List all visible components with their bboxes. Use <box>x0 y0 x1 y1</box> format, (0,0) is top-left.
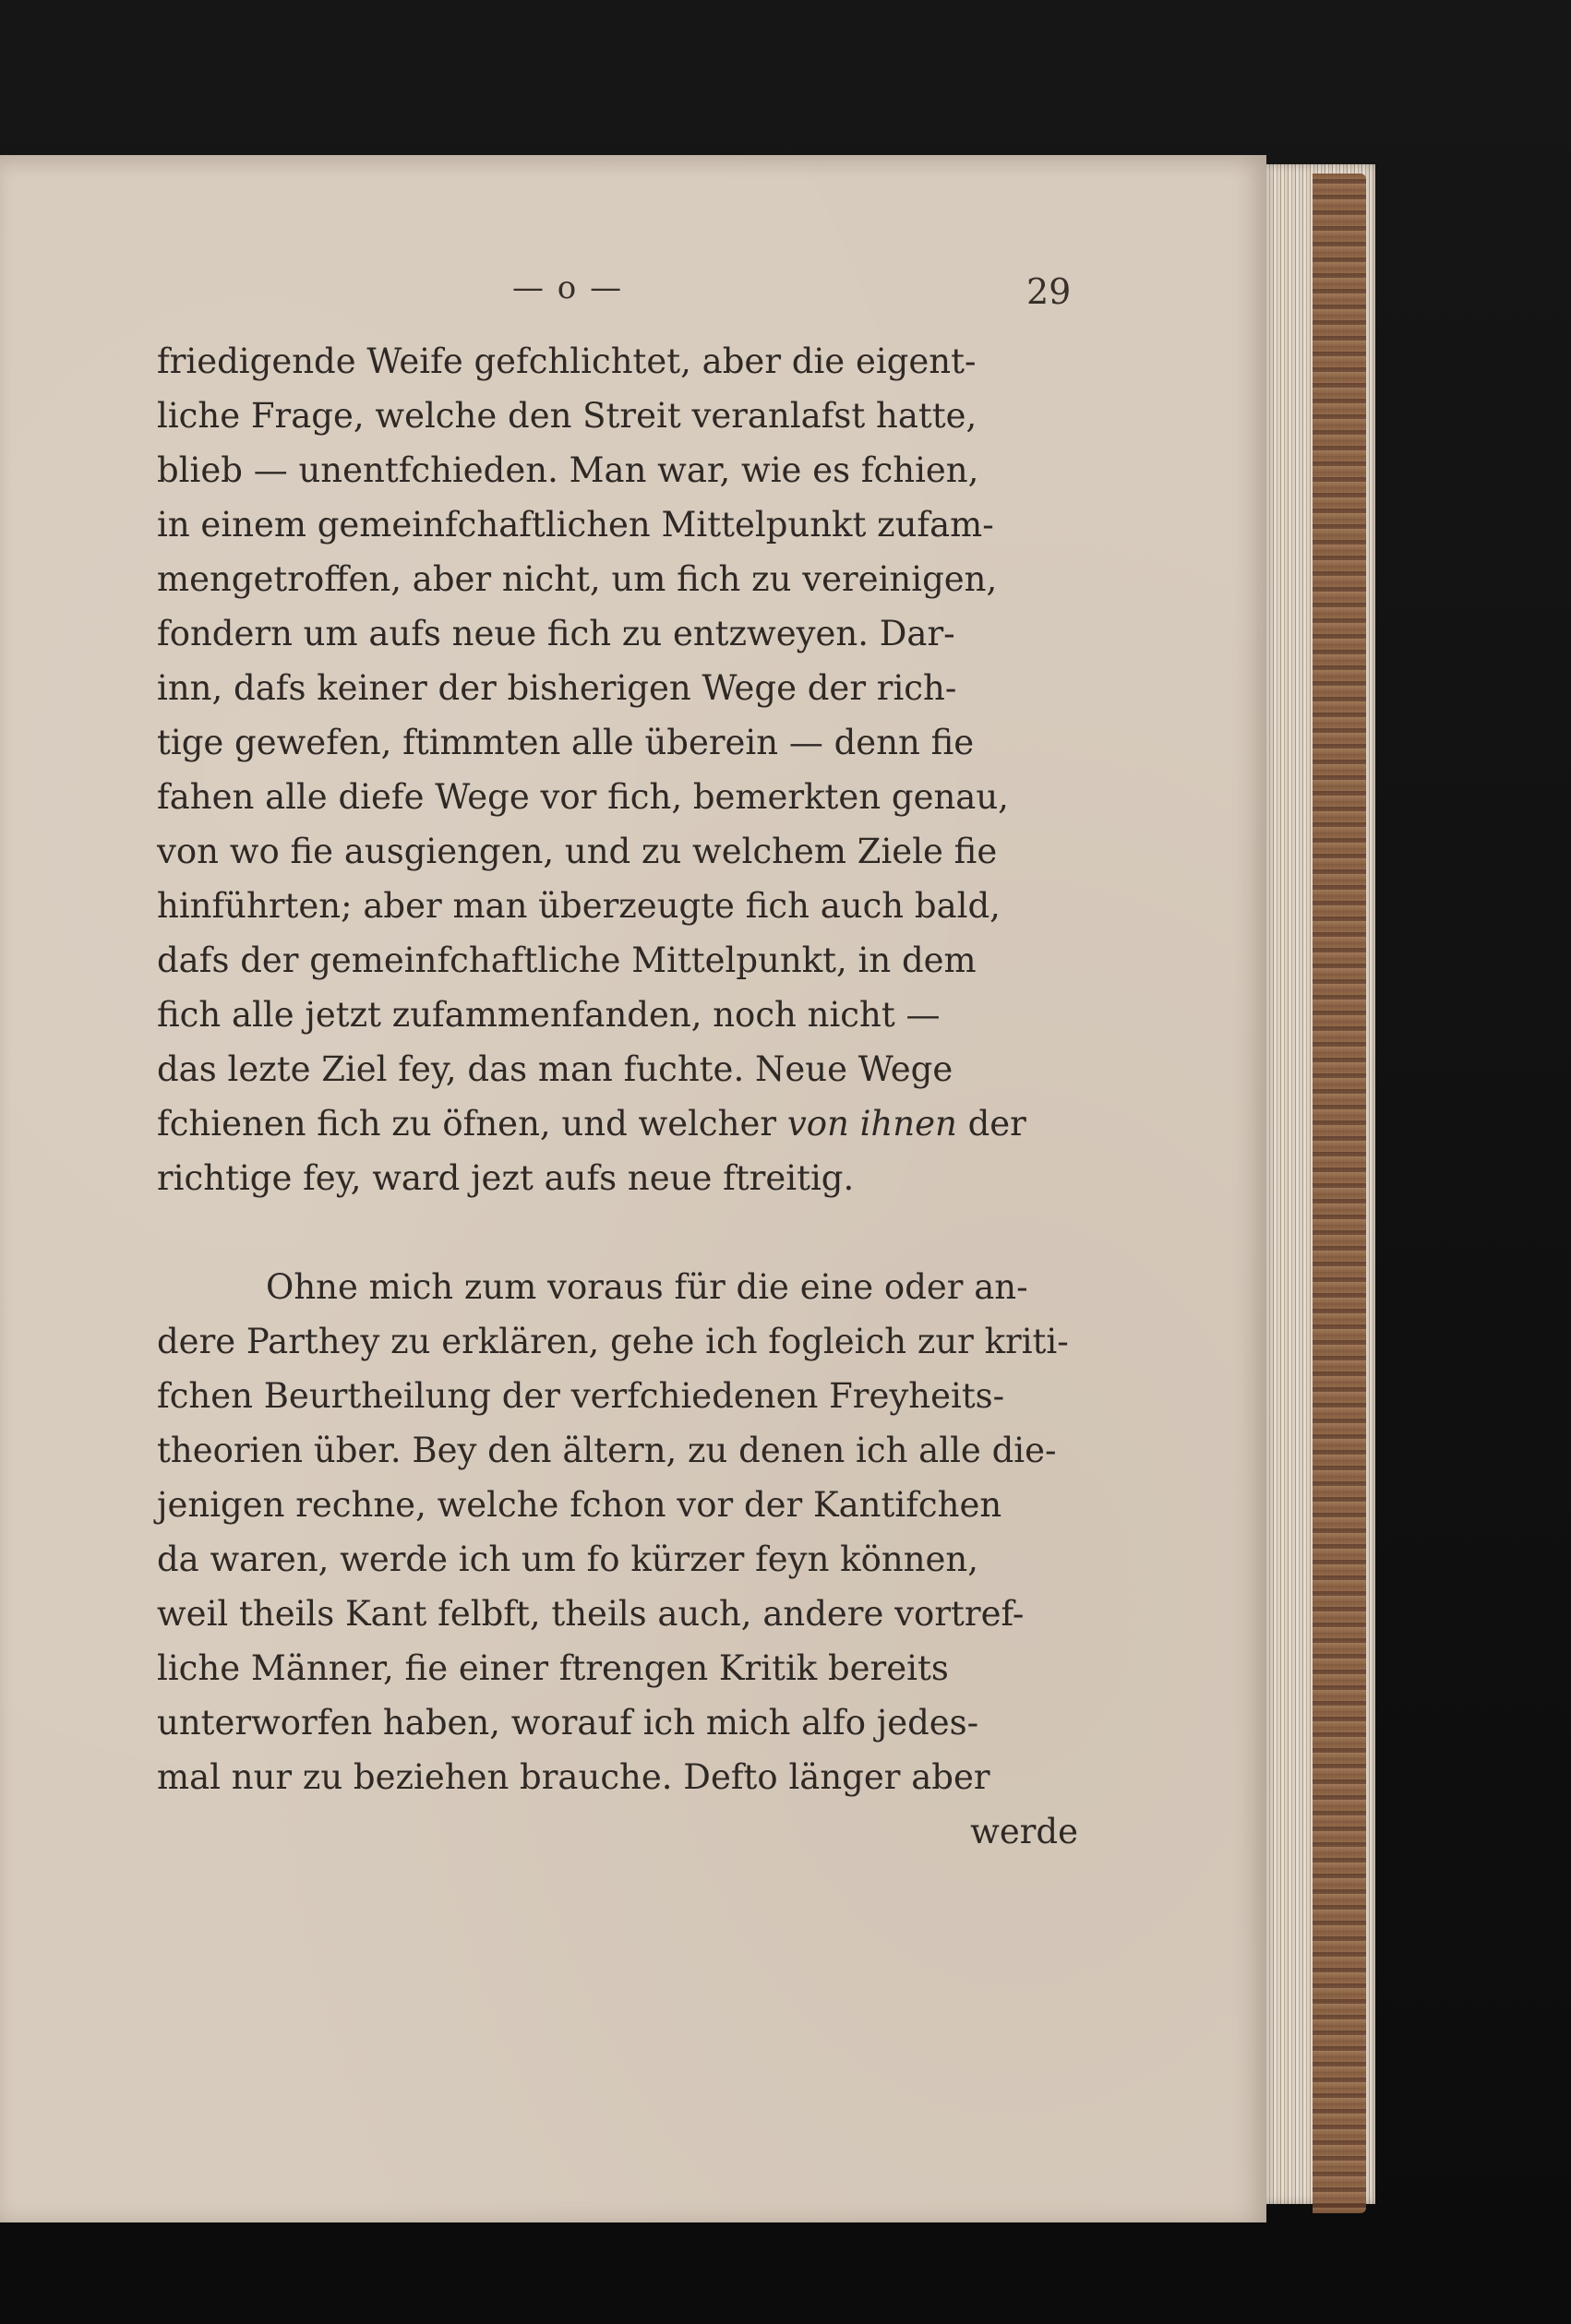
text-line-with-emphasis <box>157 1096 1080 1151</box>
text-line: in einem gemeinfchaftlichen Mittelpunkt zufam- <box>157 505 994 545</box>
header-ornament: — o — <box>512 270 624 306</box>
catchword: werde <box>970 1812 1078 1851</box>
page-text <box>157 334 1080 1859</box>
text-line: liche Frage, welche den Streit veranlafst hatte, <box>157 396 977 436</box>
text-line: theorien über. Bey den ältern, zu denen ich alle die- <box>157 1431 1057 1470</box>
text-line: weil theils Kant felbft, theils auch, andere vortref- <box>157 1594 1025 1634</box>
text-line: fich alle jetzt zufammenfanden, noch nicht — <box>157 995 941 1035</box>
text-line: das lezte Ziel fey, das man fuchte. Neue Wege <box>157 1049 953 1089</box>
text-line: mal nur zu beziehen brauche. Defto länger aber <box>157 1757 990 1797</box>
text-line: inn, dafs keiner der bisherigen Wege der rich- <box>157 668 957 708</box>
text-line: fondern um aufs neue fich zu entzweyen. Dar- <box>157 614 955 653</box>
running-head <box>0 270 1266 325</box>
text-segment: der <box>956 1104 1026 1144</box>
text-segment: fchienen fich zu öfnen, und welcher <box>157 1104 787 1144</box>
text-line: fahen alle diefe Wege vor fich, bemerkten genau, <box>157 777 1009 817</box>
text-line: von wo fie ausgiengen, und zu welchem Ziele fie <box>157 832 998 871</box>
text-line: dere Parthey zu erklären, gehe ich fogleich zur kriti- <box>157 1322 1069 1361</box>
text-line: liche Männer, fie einer ftrengen Kritik bereits <box>157 1648 949 1688</box>
text-line: hinführten; aber man überzeugte fich auch bald, <box>157 886 1001 926</box>
text-line: Ohne mich zum voraus für die eine oder an- <box>266 1267 1028 1307</box>
text-line: fchen Beurtheilung der verfchiedenen Freyheits- <box>157 1376 1005 1416</box>
text-line: friedigende Weife gefchlichtet, aber die eigent- <box>157 341 977 381</box>
text-line: mengetroffen, aber nicht, um fich zu vereinigen, <box>157 559 998 599</box>
text-line: jenigen rechne, welche fchon vor der Kantifchen <box>157 1485 1002 1525</box>
text-line: unterworfen haben, worauf ich mich alfo jedes- <box>157 1703 979 1743</box>
page-number: 29 <box>1026 271 1072 312</box>
text-line: richtige fey, ward jezt aufs neue ftreitig. <box>157 1158 855 1198</box>
emphasis-text: von ihnen <box>786 1104 957 1144</box>
text-line: dafs der gemeinfchaftliche Mittelpunkt, in dem <box>157 940 977 980</box>
text-line: blieb — unentfchieden. Man war, wie es fchien, <box>157 450 979 490</box>
text-line: da waren, werde ich um fo kürzer feyn können, <box>157 1539 979 1579</box>
text-line: tige gewefen, ftimmten alle überein — denn fie <box>157 723 975 762</box>
paragraph-gap <box>157 1205 1080 1260</box>
book-spine-edge <box>1313 174 1366 2213</box>
